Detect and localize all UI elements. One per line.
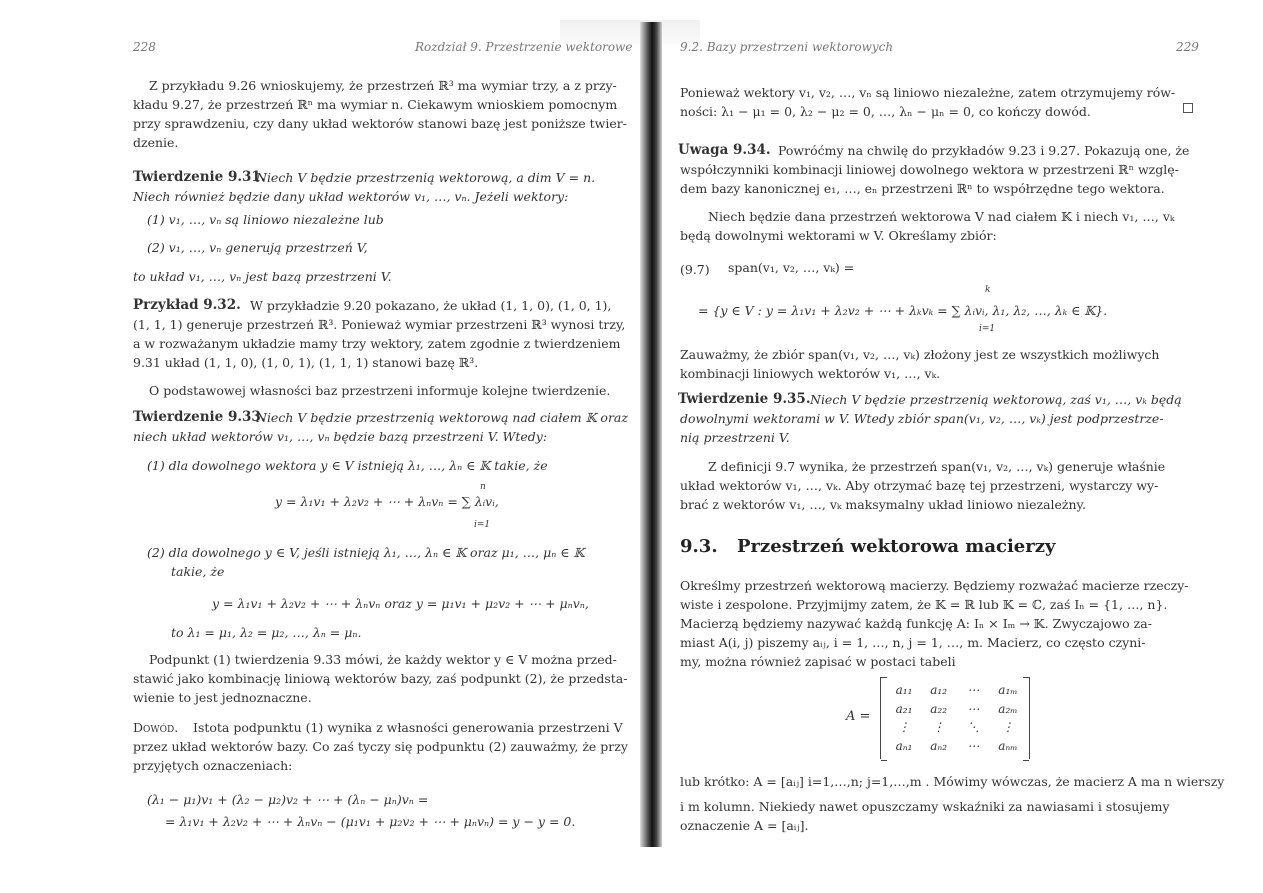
intro-line-1: Z przykładu 9.26 wnioskujemy, że przestrzeń ℝ³ ma wymiar trzy, a z przy-: [149, 78, 617, 93]
matrix-cell: aₙₘ: [998, 739, 1018, 753]
section-line-5: my, można również zapisać w postaci tabeli: [680, 654, 956, 669]
left-running-header: Rozdział 9. Przestrzenie wektorowe: [415, 40, 633, 54]
matrix-cell: aₙ₁: [895, 739, 913, 753]
right-page: [658, 0, 1263, 893]
sum-upper-limit-n: n: [480, 482, 486, 492]
note-line-1: Zauważmy, że zbiór span(v₁, v₂, …, vₖ) złożony jest ze wszystkich możliwych: [680, 347, 1160, 362]
matrix-row: [889, 720, 1023, 734]
equation-uniqueness: to λ₁ = μ₁, λ₂ = μ₂, …, λₙ = μₙ.: [171, 625, 362, 640]
example-9-32-line-1: W przykładzie 9.20 pokazano, że układ (1, 1, 0), (1, 0, 1),: [250, 298, 612, 313]
intro-line-2: kładu 9.27, że przestrzeń ℝⁿ ma wymiar n. Ciekawym wnioskiem pomocnym: [133, 97, 618, 112]
matrix-cell: ⋯: [967, 702, 980, 716]
note-line-2: kombinacji liniowych wektorów v₁, …, vₖ.: [680, 366, 941, 381]
matrix-cell: aₙ₂: [930, 739, 948, 753]
span-intro-line-1: Niech będzie dana przestrzeń wektorowa V nad ciałem 𝕂 i niech v₁, …, vₖ: [708, 209, 1175, 224]
remark-9-34-line-3: dem bazy kanonicznej e₁, …, eₙ przestrzeni ℝⁿ to współrzędne tego wektora.: [680, 181, 1165, 196]
remark-9-34-line-1: Powróćmy na chwilę do przykładów 9.23 i 9.27. Pokazują one, że: [778, 143, 1190, 158]
paragraph-line-2: stawić jako kombinację liniową wektorów bazy, zaś podpunkt (2), że przedsta-: [133, 671, 628, 686]
remark-9-34-line-2: współczynniki kombinacji liniowej dowolnego wektora w przestrzeni ℝⁿ wzglę-: [680, 162, 1179, 177]
paragraph-line-1: Podpunkt (1) twierdzenia 9.33 mówi, że każdy wektor y ∈ V można przed-: [149, 652, 617, 667]
proof-equation-2: = λ₁v₁ + λ₂v₂ + ⋯ + λₙvₙ − (μ₁v₁ + μ₂v₂ + ⋯ + μₙvₙ) = y − y = 0.: [165, 814, 576, 829]
matrix-cell: a₂ₘ: [998, 702, 1018, 716]
remark-9-34-label: Uwaga 9.34.: [678, 142, 771, 158]
closing-line-2: i m kolumn. Niekiedy nawet opuszczamy wskaźniki za nawiasami i stosujemy: [680, 799, 1170, 814]
example-9-32-line-4: 9.31 układ (1, 1, 0), (1, 0, 1), (1, 1, 1) stanowi bazę ℝ³.: [133, 355, 479, 370]
right-page-number: 229: [1176, 40, 1199, 54]
proof-line-1: Istota podpunktu (1) wynika z własności generowania przestrzeni V: [193, 720, 623, 735]
section-line-4: miast A(i, j) piszemy aᵢⱼ, i = 1, …, n, j = 1, …, m. Macierz, co często czyni-: [680, 635, 1146, 650]
theorem-9-35-line-1: Niech V będzie przestrzenią wektorową, zaś v₁, …, vₖ będą: [810, 392, 1182, 407]
theorem-9-35-line-2: dowolnymi wektorami w V. Wtedy zbiór span(v₁, v₂, …, vₖ) jest podprzestrze-: [680, 411, 1164, 426]
proof-line-2: przez układ wektorów bazy. Co zaś tyczy się podpunktu (2) zauważmy, że przy: [133, 739, 628, 754]
example-9-32-line-3: a w rozważanym układzie mamy trzy wektory, zatem zgodnie z twierdzeniem: [133, 336, 621, 351]
intro-line-3: przy sprawdzeniu, czy dany układ wektorów stanowi bazę jest poniższe twier-: [133, 116, 627, 131]
theorem-9-31-item-2: (2) v₁, …, vₙ generują przestrzeń V,: [147, 240, 368, 255]
theorem-9-35-line-3: nią przestrzeni V.: [680, 430, 790, 445]
matrix-cell: a₁ₘ: [998, 683, 1018, 697]
matrix-cell: ⋮: [898, 720, 910, 734]
theorem-9-31-conclusion: to układ v₁, …, vₙ jest bazą przestrzeni V.: [133, 269, 392, 284]
span-intro-line-2: będą dowolnymi wektorami w V. Określamy zbiór:: [680, 228, 997, 243]
theorem-9-33-item-2b: takie, że: [171, 564, 225, 579]
matrix-row: [889, 683, 1023, 697]
matrix-label: A =: [846, 709, 871, 724]
theorem-9-33-intro: O podstawowej własności baz przestrzeni informuje kolejne twierdzenie.: [149, 383, 611, 398]
equation-two-representations: y = λ₁v₁ + λ₂v₂ + ⋯ + λₙvₙ oraz y = μ₁v₁ + μ₂v₂ + ⋯ + μₙvₙ,: [212, 596, 589, 611]
paragraph-line-3: wienie to jest jednoznaczne.: [133, 690, 312, 705]
span-definition-rhs: = {y ∈ V : y = λ₁v₁ + λ₂v₂ + ⋯ + λₖvₖ = ∑ λᵢvᵢ, λ₁, λ₂, …, λₖ ∈ 𝕂}.: [698, 303, 1108, 318]
theorem-9-33-line-1: Niech V będzie przestrzenią wektorową nad ciałem 𝕂 oraz: [256, 410, 628, 425]
theorem-9-35-label: Twierdzenie 9.35.: [678, 391, 811, 407]
definition-note-line-1: Z definicji 9.7 wynika, że przestrzeń span(v₁, v₂, …, vₖ) generuje właśnie: [708, 459, 1166, 474]
theorem-9-31-label: Twierdzenie 9.31.: [133, 169, 266, 185]
example-9-32-line-2: (1, 1, 1) generuje przestrzeń ℝ³. Ponieważ wymiar przestrzeni ℝ³ wynosi trzy,: [133, 317, 626, 332]
matrix-row: [889, 739, 1023, 753]
proof-equation-1: (λ₁ − μ₁)v₁ + (λ₂ − μ₂)v₂ + ⋯ + (λₙ − μₙ)vₙ =: [147, 792, 429, 807]
theorem-9-33-label: Twierdzenie 9.33.: [133, 409, 266, 425]
proof-end-line-2: ności: λ₁ − μ₁ = 0, λ₂ − μ₂ = 0, …, λₙ − μₙ = 0, co kończy dowód.: [680, 104, 1091, 119]
theorem-9-31-line-2: Niech również będzie dany układ wektorów v₁, …, vₙ. Jeżeli wektory:: [133, 189, 569, 204]
right-running-header: 9.2. Bazy przestrzeni wektorowych: [680, 40, 894, 54]
left-page-number: 228: [133, 40, 156, 54]
qed-box: [1183, 103, 1193, 113]
matrix-cell: ⋮: [932, 720, 945, 734]
equation-linear-combination: y = λ₁v₁ + λ₂v₂ + ⋯ + λₙvₙ = ∑ λᵢvᵢ,: [275, 494, 499, 509]
matrix-cell: a₁₂: [930, 683, 948, 697]
matrix-cell: ⋯: [967, 739, 980, 753]
proof-label: Dowód.: [133, 720, 179, 735]
matrix-row: [889, 702, 1023, 716]
definition-note-line-2: układ wektorów v₁, …, vₖ. Aby otrzymać bazę tej przestrzeni, wystarczy wy-: [680, 478, 1159, 493]
matrix-cell: a₂₁: [895, 702, 913, 716]
matrix-table: [880, 677, 1030, 759]
section-line-2: wiste i zespolone. Przyjmijmy zatem, że 𝕂 = ℝ lub 𝕂 = ℂ, zaś Iₙ = {1, …, n}.: [680, 597, 1168, 612]
theorem-9-33-item-2a: (2) dla dowolnego y ∈ V, jeśli istnieją λ₁, …, λₙ ∈ 𝕂 oraz μ₁, …, μₙ ∈ 𝕂: [147, 545, 585, 560]
theorem-9-31-line-1: Niech V będzie przestrzenią wektorową, a dim V = n.: [256, 170, 596, 185]
matrix-cell: ⋮: [1001, 720, 1014, 734]
proof-line-3: przyjętych oznaczeniach:: [133, 758, 293, 773]
sum-lower-limit: i=1: [474, 520, 491, 530]
theorem-9-33-item-1: (1) dla dowolnego wektora y ∈ V istnieją λ₁, …, λₙ ∈ 𝕂 takie, że: [147, 458, 548, 473]
closing-line-3: oznaczenie A = [aᵢⱼ].: [680, 818, 809, 833]
matrix-cell: a₁₁: [895, 683, 913, 697]
section-line-1: Określmy przestrzeń wektorową macierzy. Będziemy rozważać macierze rzeczy-: [680, 578, 1189, 593]
section-number: 9.3.: [680, 536, 718, 557]
proof-end-line-1: Ponieważ wektory v₁, v₂, …, vₙ są liniowo niezależne, zatem otrzymujemy rów-: [680, 85, 1176, 100]
closing-line-1: lub krótko: A = [aᵢⱼ] i=1,…,n; j=1,…,m . Mówimy wówczas, że macierz A ma n wierszy: [680, 774, 1225, 789]
matrix-cell: ⋯: [967, 683, 980, 697]
span-definition-lhs: span(v₁, v₂, …, vₖ) =: [728, 260, 855, 275]
intro-line-4: dzenie.: [133, 135, 179, 150]
definition-note-line-3: brać z wektorów v₁, …, vₖ maksymalny układ liniowo niezależny.: [680, 497, 1086, 512]
example-9-32-label: Przykład 9.32.: [133, 297, 241, 313]
span-sum-lower-limit: i=1: [979, 324, 996, 334]
matrix-cell: a₂₂: [930, 702, 948, 716]
matrix-cell: ⋱: [967, 720, 980, 734]
theorem-9-33-line-2: niech układ wektorów v₁, …, vₙ będzie bazą przestrzeni V. Wtedy:: [133, 429, 548, 444]
theorem-9-31-item-1: (1) v₁, …, vₙ są liniowo niezależne lub: [147, 212, 384, 227]
sum-upper-limit-k: k: [985, 285, 991, 295]
equation-number-9-7: (9.7): [680, 262, 710, 277]
section-title: Przestrzeń wektorowa macierzy: [737, 536, 1056, 557]
section-line-3: Macierzą będziemy nazywać każdą funkcję A: Iₙ × Iₘ → 𝕂. Zwyczajowo za-: [680, 616, 1152, 631]
